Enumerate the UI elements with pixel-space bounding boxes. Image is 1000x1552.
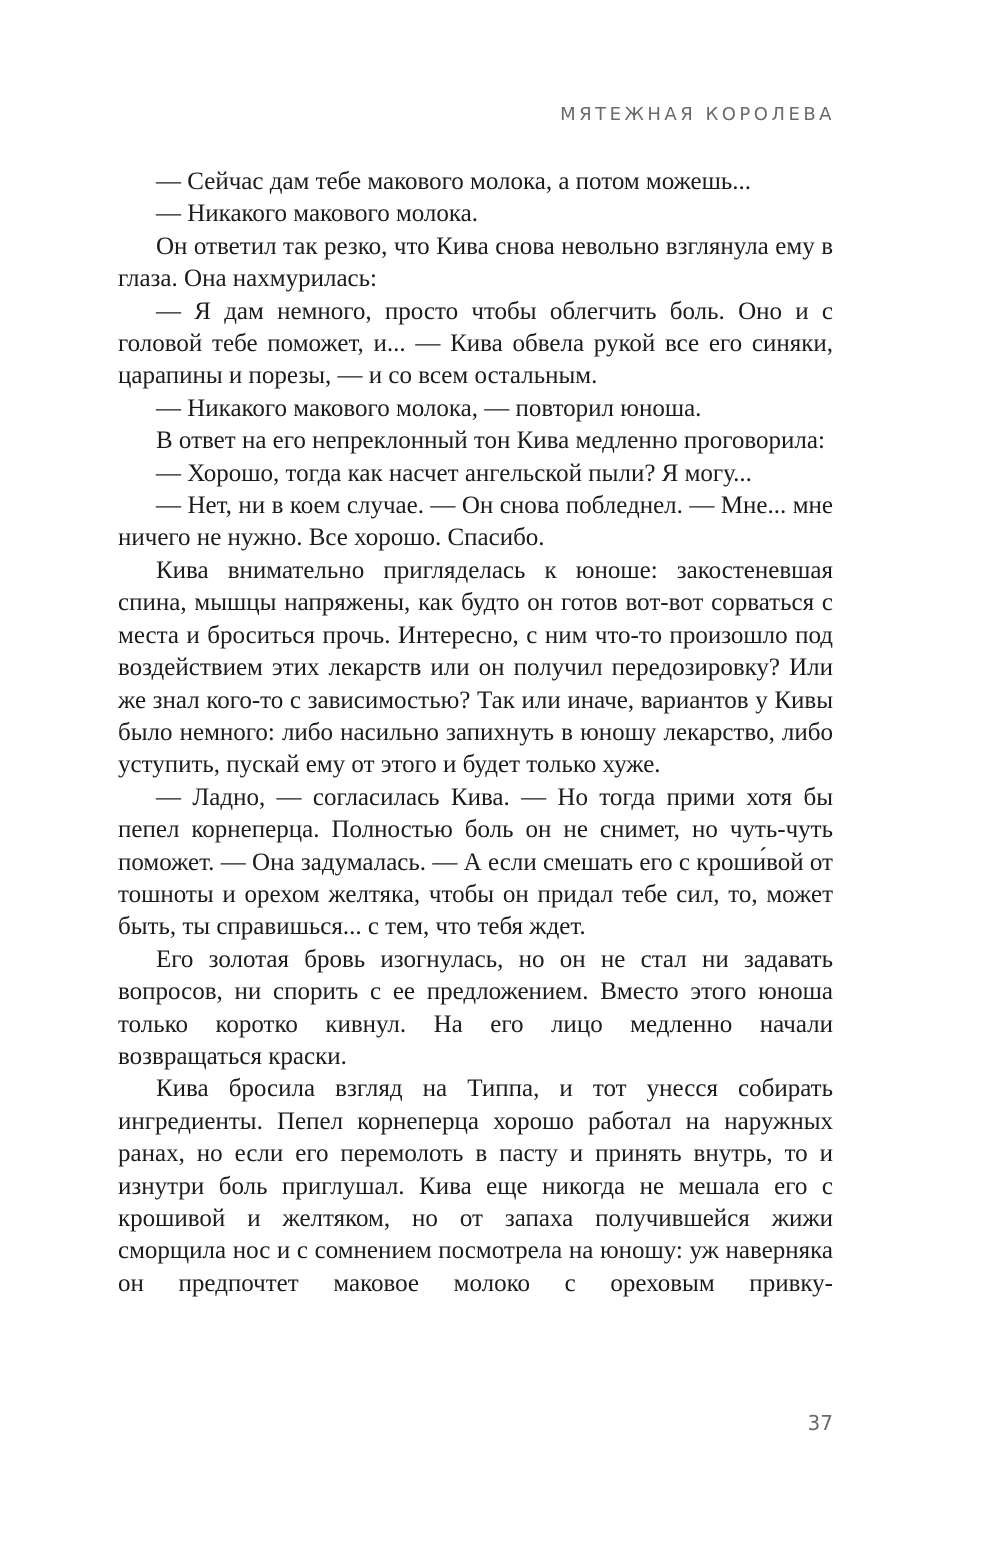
paragraph-10: — Ладно, — согласилась Кива. — Но тогда прими хотя бы пепел корнеперца. Полностью боль он не снимет, но чуть-чуть поможет. — Она задумалась. — А если смешать его с кроши́вой от тошноты и орехом желтяка, чтобы он придал тебе сил, то, может быть, ты справишься... с тем, что тебя ждет. (118, 783, 833, 941)
paragraph-8: — Нет, ни в коем случае. — Он снова побледнел. — Мне... мне ничего не нужно. Все хорошо. Спасибо. (118, 492, 833, 552)
paragraph-3: Он ответил так резко, что Кива снова невольно взглянула ему в глаза. Она нахмурилась: (118, 232, 833, 293)
paragraph-11: Его золотая бровь изогнулась, но он не стал ни задавать вопросов, ни спорить с ее предложением. Вместо этого юноша только коротко кивнул. На его лицо медленно начали возвращаться краски. (118, 945, 833, 1070)
paragraph-9: Кива внимательно пригляделась к юноше: закостеневшая спина, мышцы напряжены, как будто он готов вот-вот сорваться с места и броситься прочь. Интересно, с ним что-то произошло под воздействием этих лекарств или он получил передозировку? Или же знал кого-то с зависимостью? Так или иначе, вариантов у Кивы было немного: либо насильно запихнуть в юношу лекарство, либо уступить, пускай ему от этого и будет только хуже. (118, 556, 833, 779)
paragraph-12: Кива бросила взгляд на Типпа, и тот унесся собирать ингредиенты. Пепел корнеперца хорошо работал на наружных ранах, но если его перемолоть в пасту и принять внутрь, то и изнутри боль приглушал. Кива еще никогда не мешала его с крошивой и желтяком, но от запаха получившейся жижи сморщила нос и с сомнением посмотрела на юношу: уж наверняка он предпочтет маковое молоко с ореховым привку- (118, 1075, 833, 1297)
paragraph-6: В ответ на его непреклонный тон Кива медленно проговорила: (156, 427, 825, 455)
page-number: 37 (807, 1411, 833, 1435)
paragraph-4: — Я дам немного, просто чтобы облегчить боль. Оно и с головой тебе поможет, и... — Кива обвела рукой все его синяки, царапины и порезы, — и со всем остальным. (118, 297, 833, 390)
body-text (118, 166, 833, 1300)
paragraph-2: — Никакого макового молока. (156, 200, 479, 228)
paragraph-7: — Хорошо, тогда как насчет ангельской пыли? Я могу... (156, 459, 752, 487)
paragraph-1: — Сейчас дам тебе макового молока, а потом можешь... (156, 168, 752, 195)
paragraph-5: — Никакого макового молока, — повторил юноша. (156, 394, 702, 422)
running-head: МЯТЕЖНАЯ КОРОЛЕВА (560, 104, 835, 125)
